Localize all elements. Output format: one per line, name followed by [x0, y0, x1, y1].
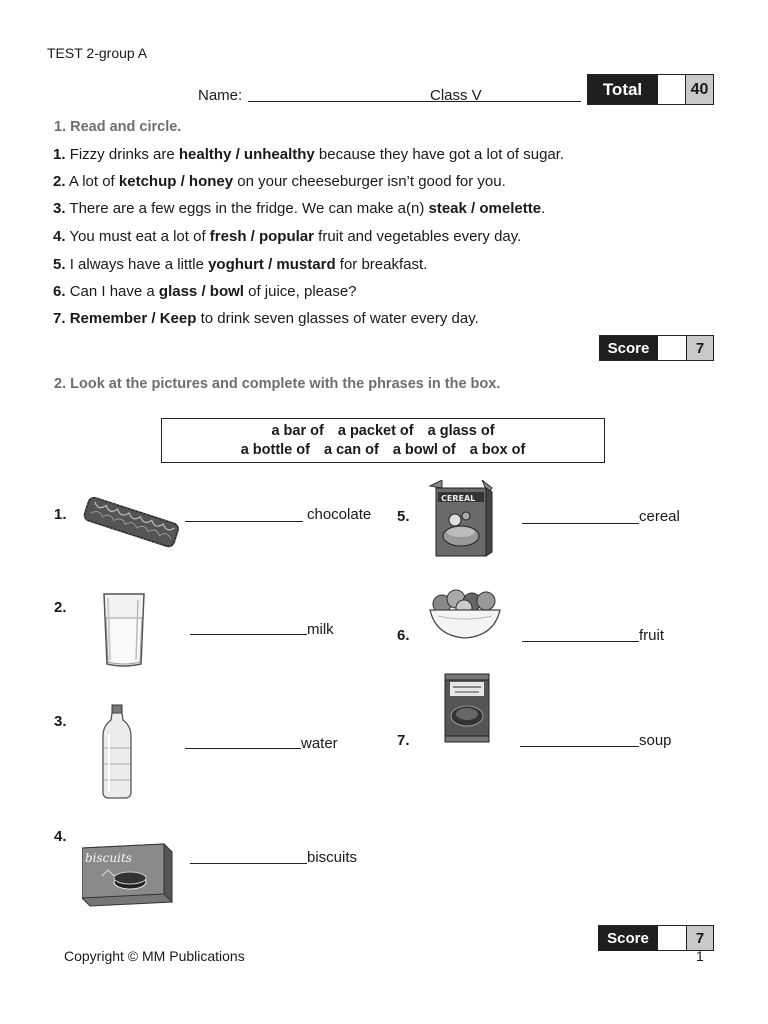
answer-line-2[interactable]: [190, 634, 307, 635]
choice-options[interactable]: ketchup / honey: [118, 173, 234, 190]
answer-line-5[interactable]: [522, 523, 639, 524]
phrase-row-1: [162, 422, 604, 441]
item-word: chocolate: [307, 506, 372, 523]
score-value: 7: [686, 336, 713, 360]
milk-glass-icon: [102, 592, 146, 668]
biscuit-box-text: biscuits: [85, 851, 132, 865]
answer-line-1[interactable]: [185, 521, 303, 522]
sentence-text: because they have got a lot of sugar.: [314, 146, 565, 163]
sentence-text: Fizzy drinks are: [69, 146, 179, 163]
water-bottle-icon: [101, 704, 133, 800]
phrase-row-2: [162, 441, 604, 460]
choice-options[interactable]: fresh / popular: [209, 228, 314, 245]
exercise1-item: [53, 310, 479, 327]
choice-options[interactable]: steak / omelette: [428, 200, 542, 217]
phrase: a box of: [469, 442, 526, 458]
item-number: 7.: [397, 732, 410, 749]
phrase: a bottle of: [240, 442, 310, 458]
name-field[interactable]: [248, 101, 581, 102]
exercise1-score-box: [599, 335, 714, 361]
copyright: Copyright © MM Publications: [64, 948, 245, 964]
phrase: a can of: [324, 442, 379, 458]
score-label: Score: [600, 336, 657, 360]
answer-line-6[interactable]: [522, 641, 639, 642]
item-number: 5.: [53, 256, 66, 273]
score-label: Score: [599, 926, 657, 950]
cereal-box-text: CEREAL: [441, 494, 476, 503]
total-value: 40: [685, 75, 713, 104]
phrase-box: [161, 418, 605, 463]
item-word: cereal: [639, 508, 680, 525]
item-number: 6.: [53, 283, 66, 300]
sentence-text: for breakfast.: [335, 256, 428, 273]
exercise2-title: 2. Look at the pictures and complete with the phrases in the box.: [54, 376, 501, 392]
sentence-text: fruit and vegetables every day.: [313, 228, 522, 245]
score-value: 7: [686, 926, 713, 950]
item-word: soup: [639, 732, 672, 749]
exercise1-item: [53, 173, 506, 190]
exercise1-item: [53, 228, 521, 245]
exercise1-title: 1. Read and circle.: [54, 119, 182, 135]
item-number: 2.: [53, 173, 66, 190]
total-box: [587, 74, 714, 105]
sentence-text: A lot of: [68, 173, 119, 190]
score-blank[interactable]: [657, 926, 686, 950]
choice-options[interactable]: healthy / unhealthy: [178, 146, 315, 163]
choice-options[interactable]: Remember / Keep: [69, 310, 197, 327]
phrase: a glass of: [427, 423, 495, 439]
item-number: 4.: [53, 228, 66, 245]
cereal-box-icon: [428, 480, 494, 558]
item-word: biscuits: [307, 849, 358, 866]
sentence-text: Can I have a: [69, 283, 159, 300]
sentence-text: I always have a little: [69, 256, 209, 273]
sentence-text: to drink seven glasses of water every day.: [196, 310, 479, 327]
sentence-text: on your cheeseburger isn’t good for you.: [233, 173, 506, 190]
answer-line-7[interactable]: [520, 746, 639, 747]
exercise1-item: [53, 256, 427, 273]
item-word: water: [301, 735, 338, 752]
choice-options[interactable]: yoghurt / mustard: [208, 256, 336, 273]
phrase: a bar of: [271, 423, 324, 439]
exercise1-item: [53, 146, 564, 163]
sentence-text: of juice, please?: [243, 283, 357, 300]
choice-options[interactable]: glass / bowl: [158, 283, 244, 300]
item-number: 3.: [53, 200, 66, 217]
item-word: fruit: [639, 627, 665, 644]
answer-line-3[interactable]: [185, 748, 301, 749]
name-label: Name:: [198, 87, 243, 104]
sentence-text: You must eat a lot of: [69, 228, 210, 245]
chocolate-bar-icon: [80, 490, 182, 556]
total-label: Total: [588, 75, 657, 104]
test-title: TEST 2-group A: [47, 45, 148, 61]
item-number: 1.: [54, 506, 67, 523]
page-number: 1: [696, 948, 704, 964]
item-number: 2.: [54, 599, 67, 616]
item-word: milk: [307, 621, 334, 638]
sentence-text: .: [541, 200, 546, 217]
class-label: Class V: [430, 87, 482, 104]
answer-line-4[interactable]: [190, 863, 307, 864]
exercise1-item: [53, 200, 545, 217]
phrase: a bowl of: [392, 442, 456, 458]
item-number: 3.: [54, 713, 67, 730]
item-number: 6.: [397, 627, 410, 644]
total-blank[interactable]: [657, 75, 685, 104]
score-blank[interactable]: [657, 336, 686, 360]
item-number: 7.: [53, 310, 66, 327]
biscuit-box-icon: [82, 842, 174, 908]
phrase: a packet of: [337, 423, 414, 439]
fruit-bowl-icon: [428, 588, 502, 640]
sentence-text: There are a few eggs in the fridge. We can make a(n): [69, 200, 429, 217]
item-number: 1.: [53, 146, 66, 163]
soup-can-icon: [443, 672, 491, 744]
item-number: 5.: [397, 508, 410, 525]
item-number: 4.: [54, 828, 67, 845]
exercise1-item: [53, 283, 357, 300]
